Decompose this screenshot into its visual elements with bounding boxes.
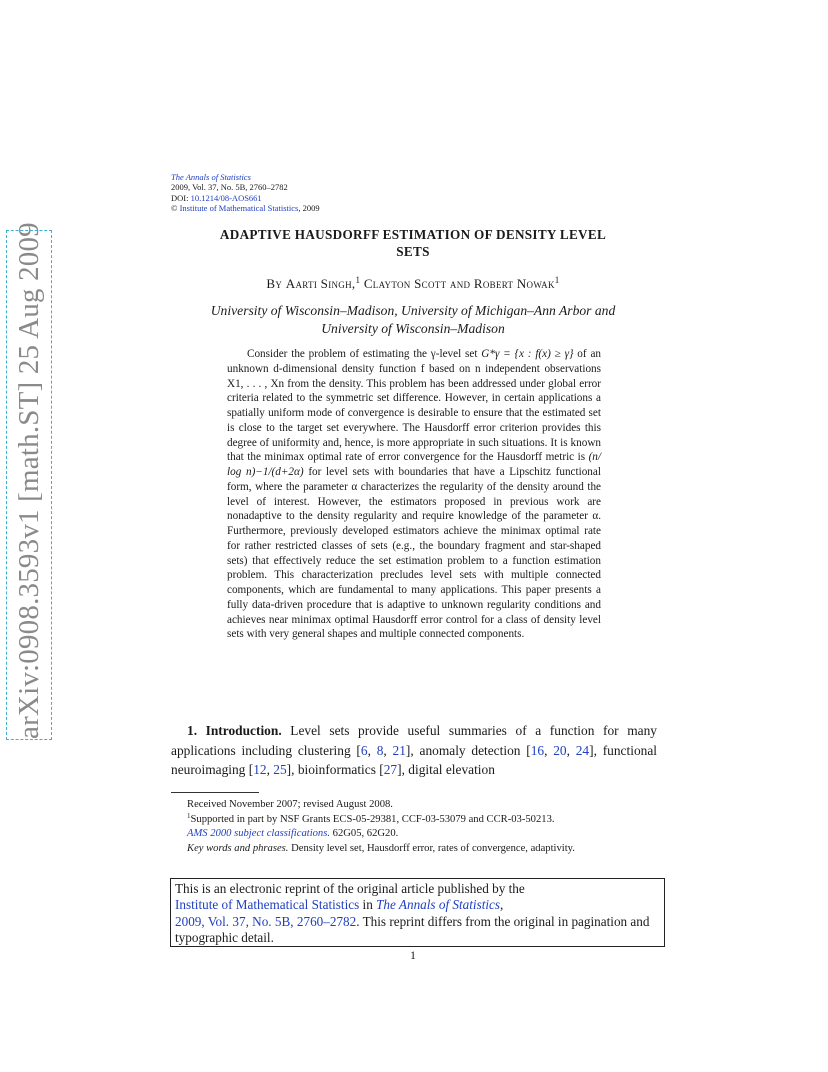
received-note: Received November 2007; revised August 2008. — [187, 799, 393, 810]
citation-link[interactable]: 20 — [553, 742, 567, 758]
abstract: Consider the problem of estimating the γ-level set G*γ = {x : f(x) ≥ γ} of an unknown d-dimensional density function f based on n independent observations X1, . . . , Xn from the density. This problem has been addressed under global error criteria related to the symmetric set difference. However, in certain applications a spatially uniform mode of convergence is desirable to ensure that the estimated set is close to the target set everywhere. The Hausdorff error criterion provides this degree of uniformity and, hence, is more appropriate in such situations. It is known that the minimax optimal rate of error convergence for the Hausdorff metric is (n/ log n)−1/(d+2α) for level sets with boundaries that have a Lipschitz functional form, where the parameter α characterizes the regularity of the density around the level of interest. However, the estimators proposed in previous work are nonadaptive to the density regularity and require knowledge of the parameter α. Furthermore, previously developed estimators achieve the minimax optimal rate for rather restricted classes of sets (e.g., the boundary fragment and star-shaped sets) that effectively reduce the set estimation problem to a function estimation problem. This characterization precludes level sets with multiple connected components, which are fundamental to many applications. This paper presents a fully data-driven procedure that is adaptive to unknown regularity conditions and achieves near minimax optimal Hausdorff error control for a class of density level sets with very general shapes and multiple connected components. — [227, 348, 602, 641]
footnotes — [171, 798, 657, 856]
footnote-rule — [171, 792, 259, 793]
citation-link[interactable]: 16 — [530, 742, 545, 758]
volume-reprint-link[interactable]: 2009, Vol. 37, No. 5B, 2760–2782 — [175, 913, 357, 929]
doi-link[interactable]: 10.1214/08-AOS661 — [190, 192, 262, 203]
citation-link[interactable]: 21 — [392, 742, 406, 758]
page-number: 1 — [410, 948, 416, 962]
author-footnote-mark: 1 — [355, 275, 361, 285]
support-note: $^1$Supported in part by NSF Grants ECS-05-29381, CCF-03-53079 and CCR-03-50213. — [187, 811, 555, 825]
paper-authors: By Aarti Singh,$^1$ Clayton Scott and Robert Nowak$^1$ — [266, 275, 560, 291]
ims-reprint-link[interactable]: Institute of Mathematical Statistics — [175, 897, 360, 913]
journal-doi: DOI: 10.1214/08-AOS661 — [171, 192, 262, 203]
citation-link[interactable]: 27 — [383, 762, 398, 777]
arxiv-stamp: arXiv:0908.3593v1 [math.ST] 25 Aug 2009 — [6, 230, 52, 740]
journal-volume: 2009, Vol. 37, No. 5B, 2760–2782 — [171, 182, 288, 193]
ams-classification: AMS 2000 subject classifications. 62G05, 62G20. — [187, 828, 399, 840]
citation-link[interactable]: 12 — [253, 762, 267, 777]
journal-reprint-link[interactable]: The Annals of Statistics — [376, 897, 501, 913]
author-footnote-mark: 1 — [554, 275, 560, 285]
ims-link[interactable]: Institute of Mathematical Statistics — [179, 202, 299, 213]
journal-copyright: © Institute of Mathematical Statistics, 2009 — [171, 202, 320, 213]
author-scott: Clayton Scott and — [363, 276, 471, 291]
author-singh: Aarti Singh, — [285, 276, 356, 291]
section-heading: 1. Introduction. — [187, 723, 282, 738]
journal-name-link[interactable]: The Annals of Statistics — [171, 172, 251, 182]
citation-link[interactable]: 25 — [273, 762, 287, 777]
reprint-notice: This is an electronic reprint of the original article published by the Institute of Mathematical Statistics in The Annals of Statistics, 2009, Vol. 37, No. 5B, 2760–2782. This reprint differs from the original in pagination and typographic detail. — [170, 878, 665, 947]
level-set-formula: G*γ = {x : f(x) ≥ γ} — [481, 348, 574, 360]
keywords: Key words and phrases. Density level set, Hausdorff error, rates of convergence, adaptivity. — [187, 842, 575, 854]
introduction-section: 1. Introduction. Level sets provide useful summaries of a function for many applications including clustering [6, 8, 21], anomaly detection [16, 20, 24], functional neuroimaging [12, 25], bioinformatics [27], digital elevation — [171, 723, 657, 777]
rate-formula: (n/ log n)−1/(d+2α) — [227, 451, 601, 478]
ams-link[interactable]: AMS 2000 subject classifications. — [187, 828, 331, 840]
affiliations: University of Wisconsin–Madison, University of Michigan–Ann Arbor and University of Wisconsin–Madison — [210, 303, 616, 336]
citation-link[interactable]: 8 — [376, 742, 384, 758]
citation-link[interactable]: 24 — [575, 742, 590, 758]
citation-link[interactable]: 6 — [360, 742, 368, 758]
journal-info — [171, 172, 320, 213]
author-nowak: Robert Nowak — [473, 276, 555, 291]
paper-title: ADAPTIVE HAUSDORFF ESTIMATION OF DENSITY LEVEL SETS — [219, 227, 607, 259]
